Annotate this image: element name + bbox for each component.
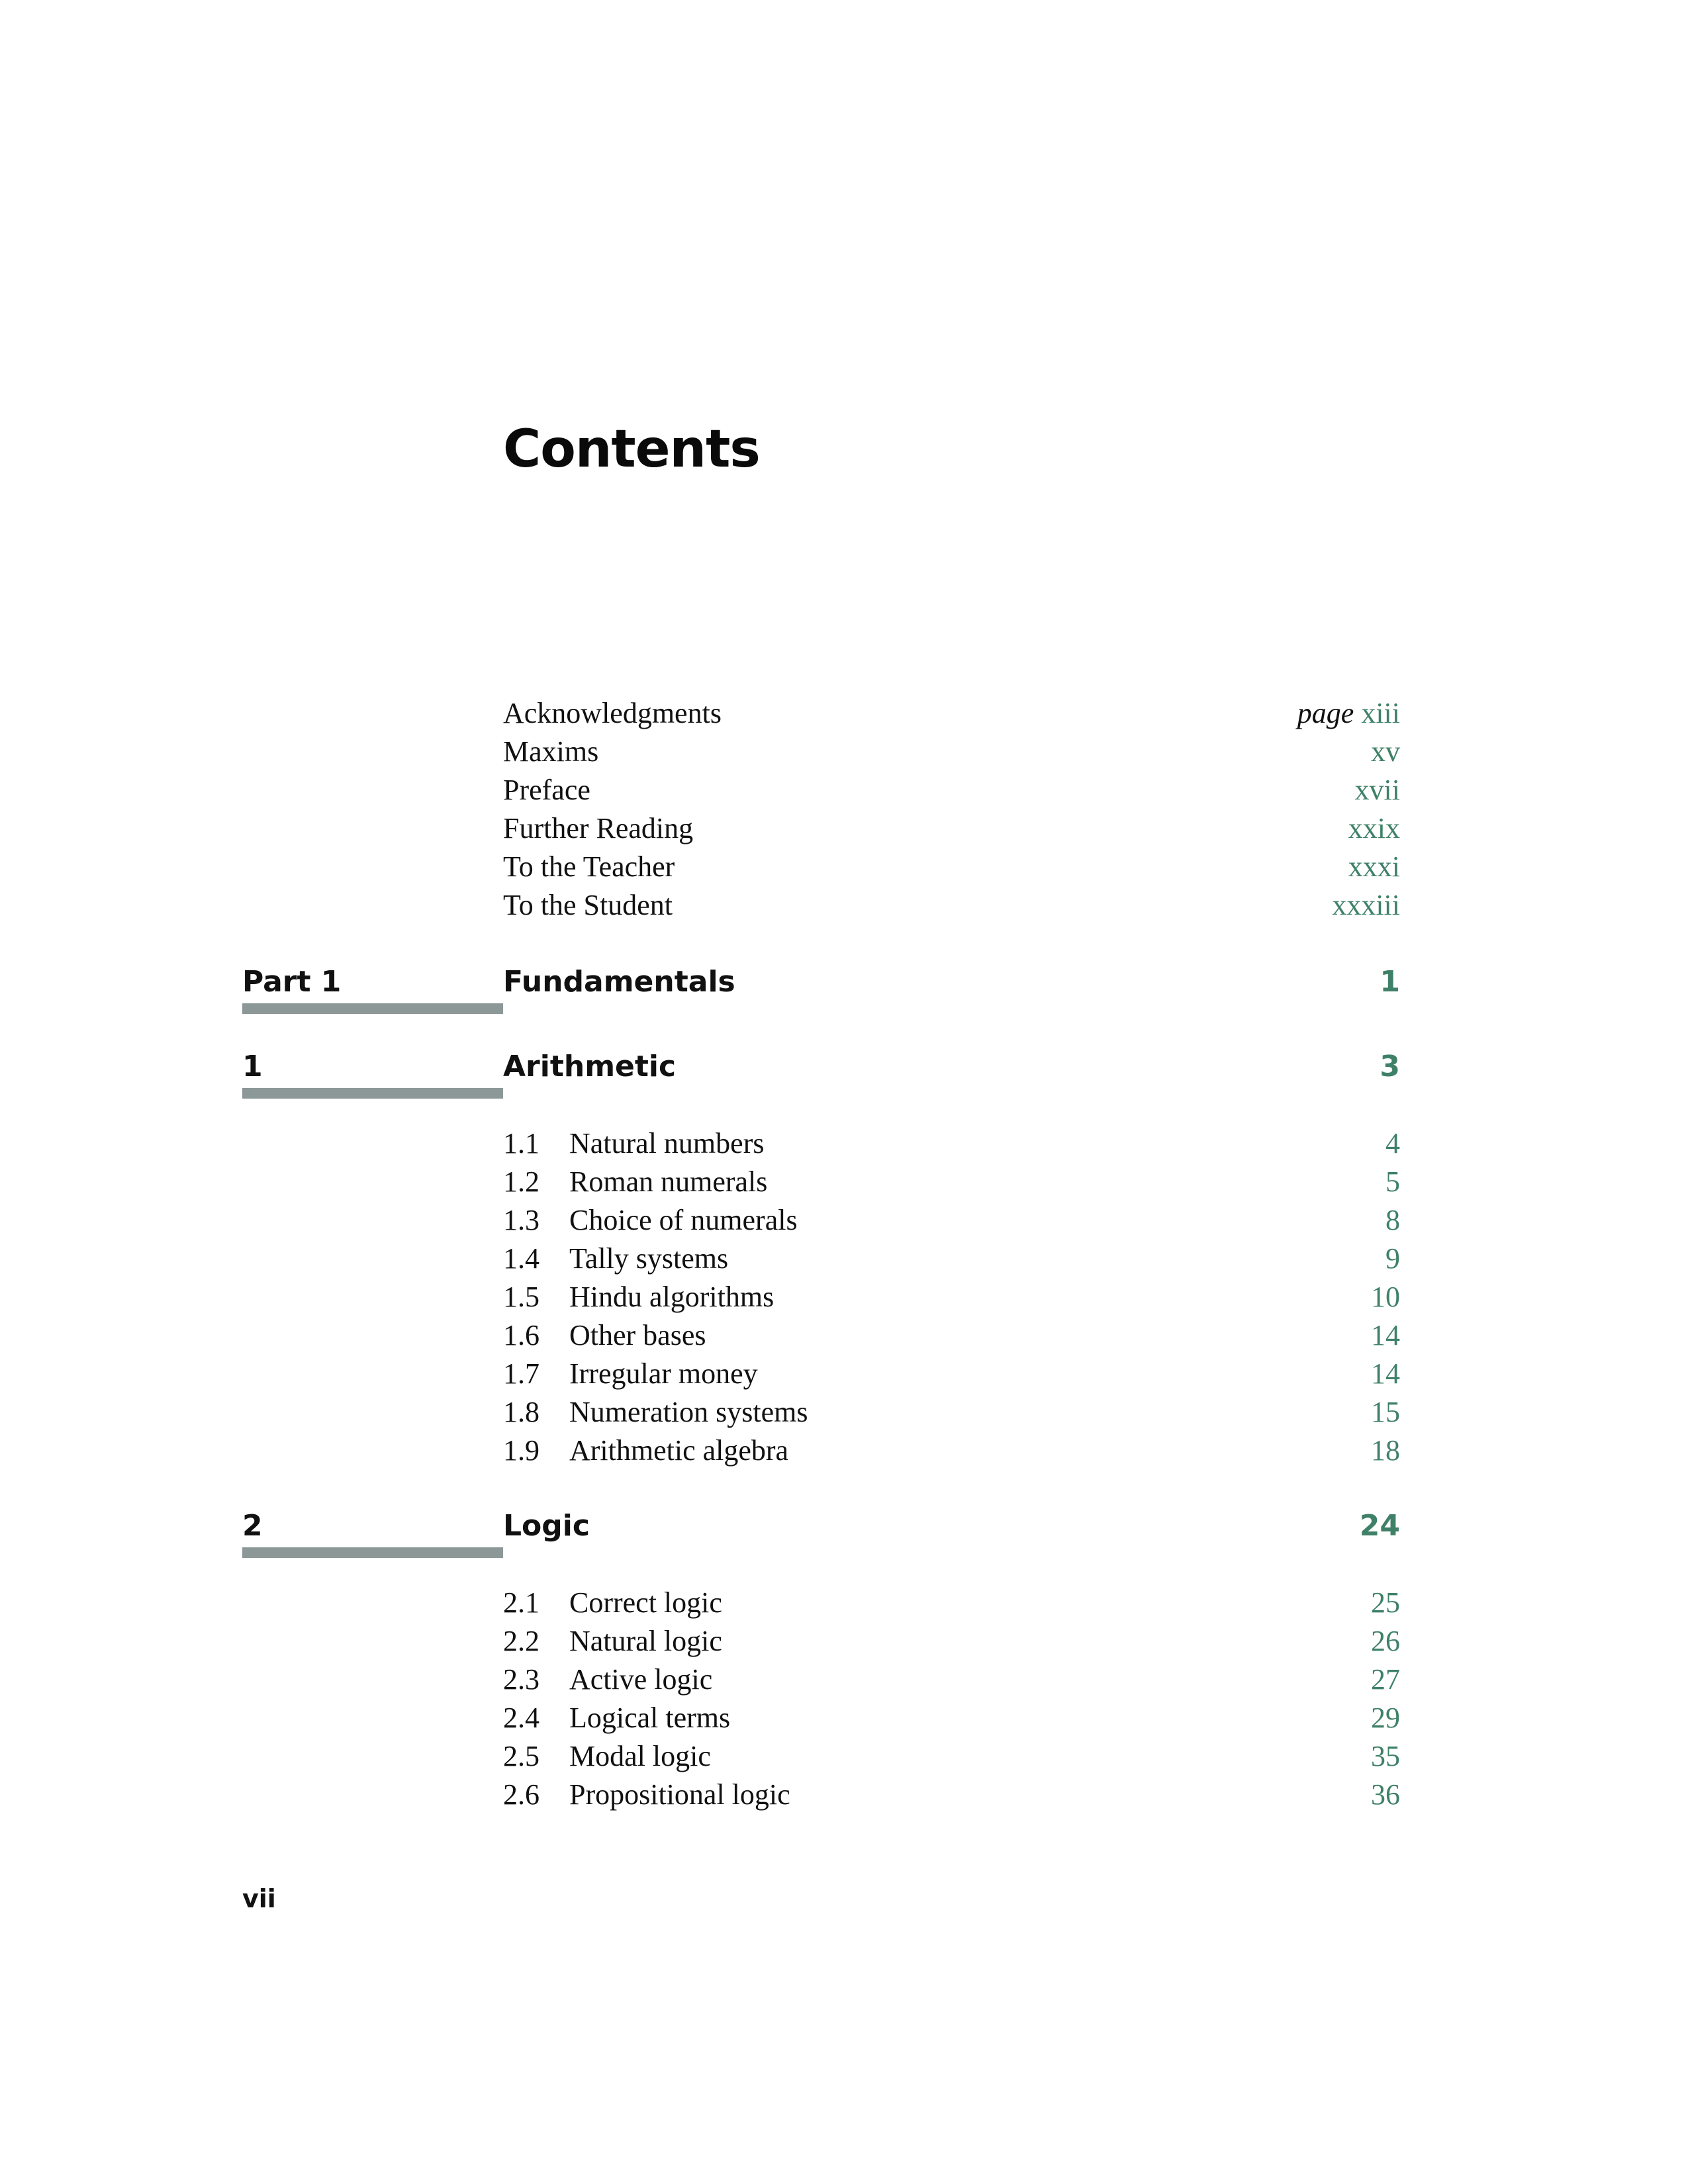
- section-number: 1.2: [503, 1165, 539, 1198]
- section-title[interactable]: Numeration systems: [569, 1396, 808, 1428]
- chapter-rule: [242, 1088, 503, 1099]
- part-label: Part 1: [242, 965, 342, 999]
- part-title[interactable]: Fundamentals: [503, 965, 735, 999]
- section-page[interactable]: 15: [1371, 1396, 1400, 1428]
- front-matter-acknowledgments-page[interactable]: [1297, 699, 1400, 728]
- section-title[interactable]: Arithmetic algebra: [569, 1434, 789, 1467]
- section-title[interactable]: Other bases: [569, 1319, 706, 1351]
- section-title[interactable]: Natural numbers: [569, 1127, 765, 1160]
- section-page[interactable]: 18: [1371, 1434, 1400, 1467]
- section-number: 2.1: [503, 1586, 539, 1619]
- section-number: 1.9: [503, 1434, 539, 1467]
- section-title[interactable]: Hindu algorithms: [569, 1281, 774, 1313]
- front-matter-acknowledgments[interactable]: Acknowledgments: [503, 697, 722, 729]
- front-matter-maxims[interactable]: Maxims: [503, 735, 599, 768]
- section-page[interactable]: 36: [1371, 1778, 1400, 1811]
- section-number: 2.6: [503, 1778, 539, 1811]
- section-title[interactable]: Roman numerals: [569, 1165, 768, 1198]
- section-number: 2.5: [503, 1740, 539, 1772]
- page-prefix: page: [1297, 697, 1354, 729]
- chapter-title[interactable]: Logic: [503, 1509, 590, 1543]
- section-page[interactable]: 25: [1371, 1586, 1400, 1619]
- section-number: 1.8: [503, 1396, 539, 1428]
- page-number: xiii: [1361, 697, 1400, 729]
- section-title[interactable]: Choice of numerals: [569, 1204, 798, 1236]
- front-matter-to-the-teacher[interactable]: To the Teacher: [503, 850, 675, 883]
- page-folio: vii: [242, 1884, 276, 1913]
- front-matter-preface-page[interactable]: xvii: [1354, 774, 1400, 806]
- section-page[interactable]: 14: [1371, 1319, 1400, 1351]
- front-matter-to-the-student[interactable]: To the Student: [503, 889, 673, 921]
- chapter-page[interactable]: 24: [1359, 1509, 1400, 1543]
- section-title[interactable]: Irregular money: [569, 1357, 758, 1390]
- front-matter-further-reading-page[interactable]: xxix: [1348, 812, 1400, 844]
- section-number: 2.4: [503, 1702, 539, 1734]
- chapter-title[interactable]: Arithmetic: [503, 1050, 677, 1083]
- section-number: 1.4: [503, 1242, 539, 1275]
- section-page[interactable]: 26: [1371, 1625, 1400, 1657]
- section-title[interactable]: Logical terms: [569, 1702, 731, 1734]
- chapter-page[interactable]: 3: [1380, 1050, 1400, 1083]
- section-page[interactable]: 9: [1385, 1242, 1400, 1275]
- section-number: 2.3: [503, 1663, 539, 1696]
- section-page[interactable]: 14: [1371, 1357, 1400, 1390]
- front-matter-maxims-page[interactable]: xv: [1371, 735, 1400, 768]
- section-page[interactable]: 35: [1371, 1740, 1400, 1772]
- section-number: 1.3: [503, 1204, 539, 1236]
- chapter-number: 1: [242, 1050, 263, 1083]
- section-page[interactable]: 10: [1371, 1281, 1400, 1313]
- front-matter-further-reading[interactable]: Further Reading: [503, 812, 694, 844]
- section-number: 1.6: [503, 1319, 539, 1351]
- section-page[interactable]: 27: [1371, 1663, 1400, 1696]
- part-rule: [242, 1003, 503, 1014]
- section-number: 1.1: [503, 1127, 539, 1160]
- section-title[interactable]: Modal logic: [569, 1740, 711, 1772]
- chapter-rule: [242, 1547, 503, 1558]
- section-title[interactable]: Active logic: [569, 1663, 713, 1696]
- part-page[interactable]: 1: [1380, 965, 1400, 999]
- section-number: 1.5: [503, 1281, 539, 1313]
- section-number: 1.7: [503, 1357, 539, 1390]
- section-page[interactable]: 29: [1371, 1702, 1400, 1734]
- front-matter-preface[interactable]: Preface: [503, 774, 590, 806]
- section-page[interactable]: 5: [1385, 1165, 1400, 1198]
- chapter-number: 2: [242, 1509, 263, 1543]
- section-page[interactable]: 8: [1385, 1204, 1400, 1236]
- front-matter-to-the-teacher-page[interactable]: xxxi: [1348, 850, 1400, 883]
- section-title[interactable]: Propositional logic: [569, 1778, 790, 1811]
- page-title: Contents: [503, 420, 760, 479]
- section-title[interactable]: Natural logic: [569, 1625, 722, 1657]
- section-title[interactable]: Tally systems: [569, 1242, 729, 1275]
- section-page[interactable]: 4: [1385, 1127, 1400, 1160]
- section-number: 2.2: [503, 1625, 539, 1657]
- section-title[interactable]: Correct logic: [569, 1586, 722, 1619]
- front-matter-to-the-student-page[interactable]: xxxiii: [1332, 889, 1400, 921]
